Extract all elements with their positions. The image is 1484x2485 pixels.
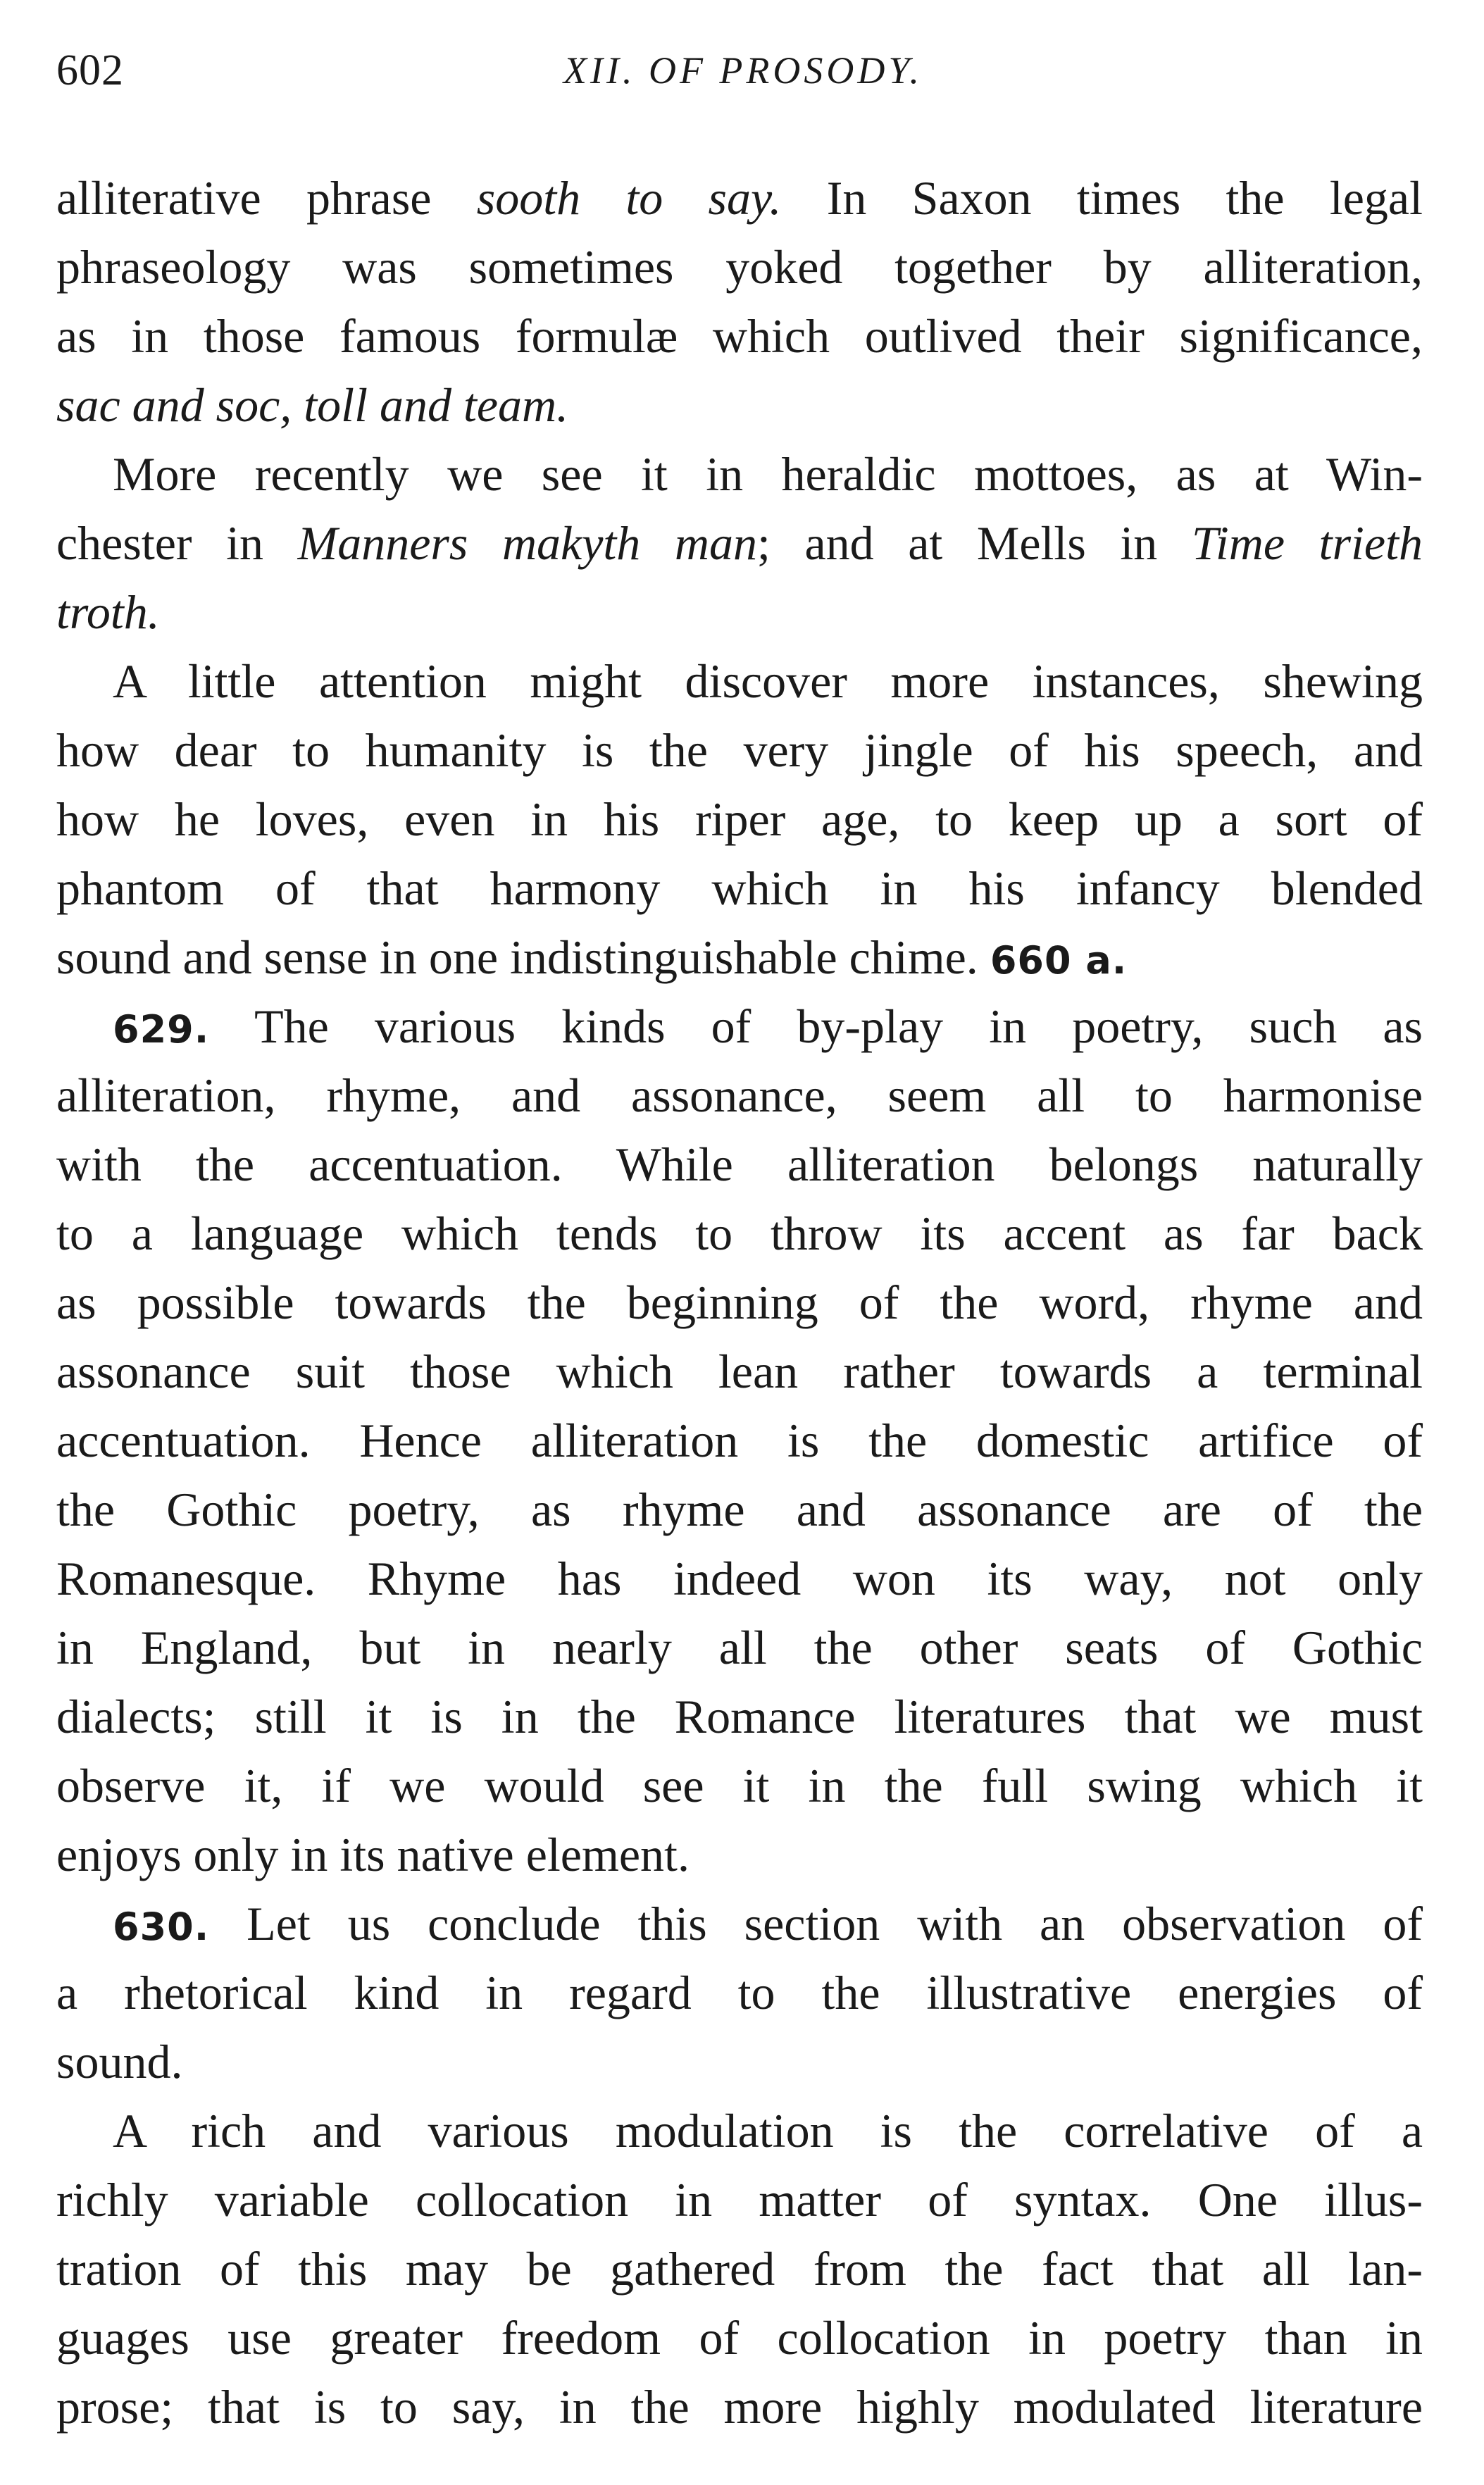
- text-line: [56, 992, 1423, 1061]
- text-line: accentuation. Hence alliteration is the domestic artifice of: [56, 1414, 1423, 1467]
- text-line: [56, 509, 1423, 578]
- text-line: how he loves, even in his riper age, to keep up a sort of: [56, 792, 1423, 846]
- text-line: dialects; still it is in the Romance literatures that we must: [56, 1690, 1423, 1743]
- text-run: alliterative phrase: [56, 171, 477, 225]
- text-line: the Gothic poetry, as rhyme and assonance are of the: [56, 1483, 1423, 1536]
- text-run: sound and sense in one indistinguishable chime.: [56, 930, 990, 984]
- text-line: enjoys only in its native element.: [56, 1828, 690, 1881]
- text-line: with the accentuation. While alliteration belongs naturally: [56, 1138, 1423, 1191]
- text-run: In Saxon times the legal: [781, 171, 1423, 225]
- text-line: assonance suit those which lean rather towards a terminal: [56, 1345, 1423, 1398]
- text-line: how dear to humanity is the very jingle of his speech, and: [56, 723, 1423, 777]
- text-line: as possible towards the beginning of the word, rhyme and: [56, 1276, 1423, 1329]
- italic-phrase: sooth to say.: [476, 171, 782, 225]
- text-line: A little attention might discover more instances, shewing: [113, 654, 1423, 708]
- body-text: [56, 163, 1423, 2441]
- text-line: sound.: [56, 2035, 183, 2088]
- text-line: [56, 1889, 1423, 1958]
- running-head: [56, 39, 1430, 102]
- cross-reference: 660 a.: [990, 938, 1128, 983]
- text-line: in England, but in nearly all the other seats of Gothic: [56, 1621, 1423, 1674]
- text-line: a rhetorical kind in regard to the illustrative energies of: [56, 1966, 1423, 2019]
- text-line: observe it, if we would see it in the full swing which it: [56, 1759, 1423, 1812]
- text-line: guages use greater freedom of collocation in poetry than in: [56, 2311, 1423, 2365]
- text-line: sac and soc, toll and team.: [56, 378, 569, 432]
- text-line: phraseology was sometimes yoked together by alliteration,: [56, 240, 1423, 294]
- text-line: [56, 923, 1423, 992]
- text-line: Romanesque. Rhyme has indeed won its way, not only: [56, 1552, 1423, 1605]
- text-line: phantom of that harmony which in his infancy blended: [56, 861, 1423, 915]
- running-title: XII. OF PROSODY.: [563, 49, 923, 92]
- text-line: to a language which tends to throw its accent as far back: [56, 1207, 1423, 1260]
- section-number: 629.: [113, 1007, 210, 1052]
- text-line: richly variable collocation in matter of syntax. One illus-: [56, 2173, 1423, 2226]
- text-line: tration of this may be gathered from the fact that all lan-: [56, 2242, 1423, 2296]
- text-run: Let us conclude this section with an observation of: [209, 1897, 1423, 1950]
- text-line: alliteration, rhyme, and assonance, seem all to harmonise: [56, 1069, 1423, 1122]
- text-run: ; and at Mells in: [757, 516, 1192, 570]
- text-line: prose; that is to say, in the more highly modulated literature: [56, 2380, 1423, 2434]
- text-run: chester in: [56, 516, 298, 570]
- text-line: A rich and various modulation is the correlative of a: [113, 2104, 1423, 2157]
- text-line: More recently we see it in heraldic mottoes, as at Win-: [113, 447, 1423, 501]
- text-line: troth.: [56, 585, 160, 639]
- text-run: The various kinds of by-play in poetry, such as: [209, 999, 1423, 1053]
- page-number: 602: [56, 46, 124, 94]
- italic-phrase: Manners makyth man: [297, 516, 757, 570]
- section-number: 630.: [113, 1905, 210, 1949]
- italic-phrase: Time trieth: [1191, 516, 1423, 570]
- text-line: as in those famous formulæ which outlived their significance,: [56, 309, 1423, 363]
- text-line: [56, 163, 1423, 232]
